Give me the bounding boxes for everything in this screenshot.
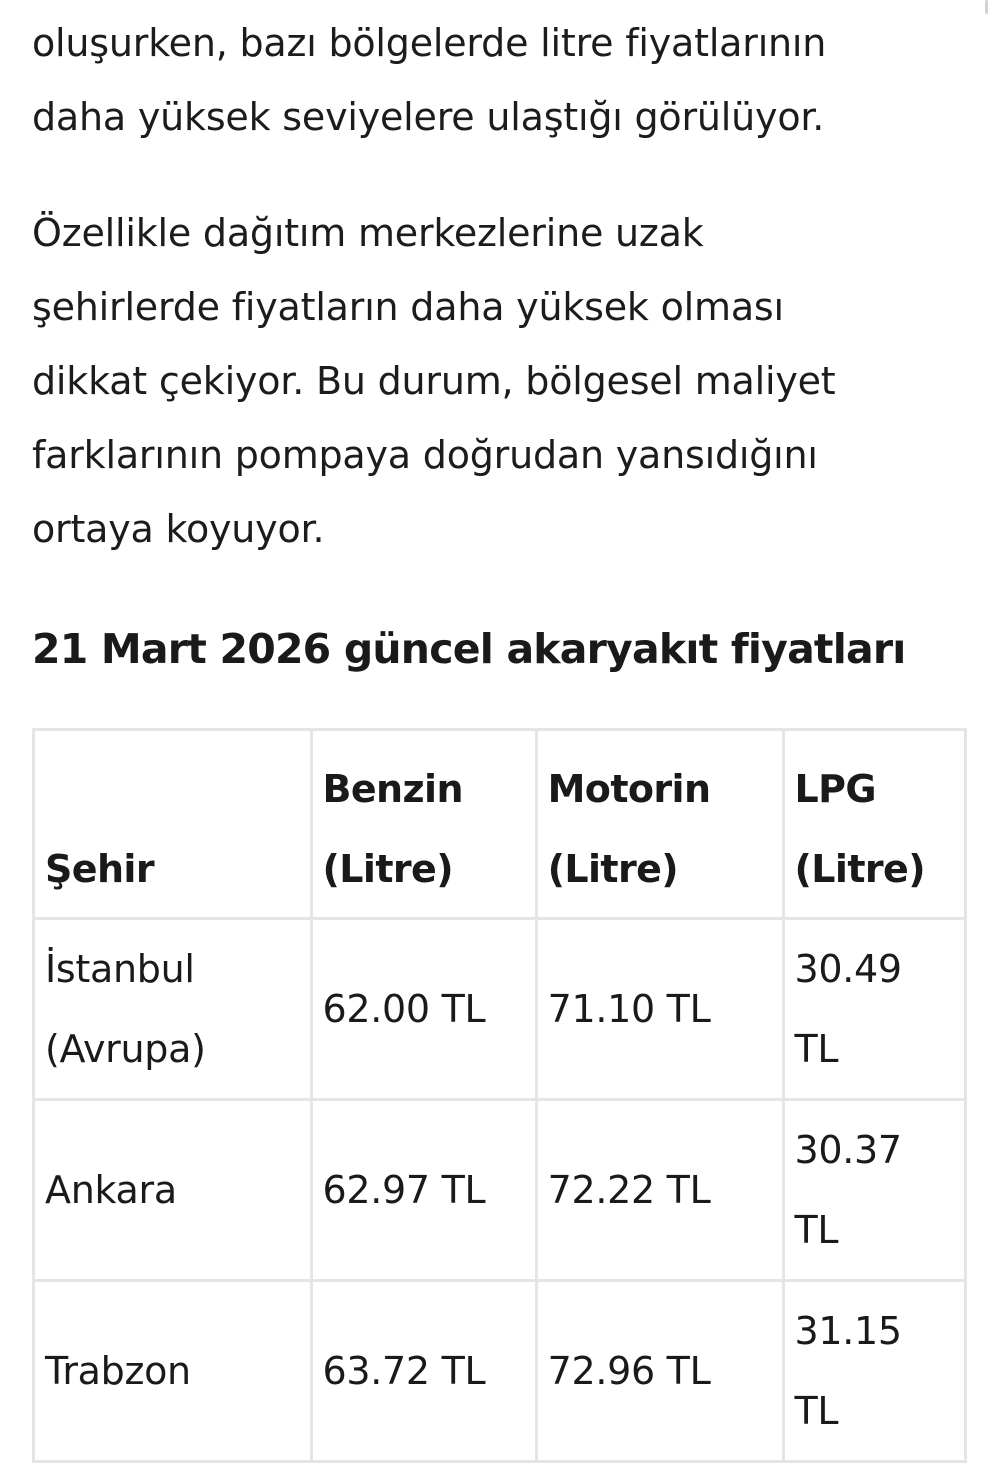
header-label: Şehir	[45, 847, 154, 891]
cell-motorin: 71.10 TL	[536, 919, 783, 1100]
paragraph-line: ortaya koyuyor.	[32, 507, 325, 551]
cell-benzin: 63.72 TL	[311, 1281, 536, 1462]
cell-benzin: 62.97 TL	[311, 1100, 536, 1281]
cell-city	[34, 1281, 312, 1462]
article-paragraph	[32, 196, 977, 566]
cell-motorin: 72.22 TL	[536, 1100, 783, 1281]
cell-city	[34, 1100, 312, 1281]
cell-lpg	[783, 919, 965, 1100]
article-body	[32, 0, 977, 680]
paragraph-line: dikkat çekiyor. Bu durum, bölgesel maliyet	[32, 359, 836, 403]
header-unit: (Litre)	[794, 847, 925, 891]
city-name: İstanbul	[45, 947, 195, 991]
table-header-row	[34, 730, 966, 919]
scrollbar-thumb[interactable]	[985, 0, 988, 14]
cell-lpg	[783, 1100, 965, 1281]
header-label: Motorin	[547, 767, 711, 811]
paragraph-line: farklarının pompaya doğrudan yansıdığını	[32, 433, 818, 477]
cell-motorin: 72.96 TL	[536, 1281, 783, 1462]
header-label: LPG	[794, 767, 876, 811]
section-heading: 21 Mart 2026 güncel akaryakıt fiyatları	[32, 625, 906, 673]
lpg-price: 30.49	[794, 947, 902, 991]
paragraph-line: Özellikle dağıtım merkezlerine uzak	[32, 211, 704, 255]
header-lpg	[783, 730, 965, 919]
header-city	[34, 730, 312, 919]
city-name: Trabzon	[45, 1349, 191, 1393]
city-detail: (Avrupa)	[45, 1027, 206, 1071]
lpg-price: 30.37	[794, 1128, 902, 1172]
header-unit: (Litre)	[322, 847, 453, 891]
header-motorin	[536, 730, 783, 919]
lpg-currency: TL	[794, 1389, 839, 1433]
paragraph-line: daha yüksek seviyelere ulaştığı görülüyor.	[32, 95, 825, 139]
city-name: Ankara	[45, 1168, 177, 1212]
cell-lpg	[783, 1281, 965, 1462]
header-unit: (Litre)	[547, 847, 679, 891]
article-paragraph	[32, 6, 977, 154]
lpg-price: 31.15	[794, 1309, 902, 1353]
lpg-currency: TL	[794, 1027, 839, 1071]
paragraph-line: şehirlerde fiyatların daha yüksek olması	[32, 285, 784, 329]
table-row	[34, 1100, 966, 1281]
fuel-price-table	[32, 728, 967, 1463]
header-benzin	[311, 730, 536, 919]
cell-benzin: 62.00 TL	[311, 919, 536, 1100]
header-label: Benzin	[322, 767, 463, 811]
paragraph-line: oluşurken, bazı bölgelerde litre fiyatlarının	[32, 21, 827, 65]
table-row	[34, 919, 966, 1100]
cell-city	[34, 919, 312, 1100]
table-row	[34, 1281, 966, 1462]
scrollbar-track[interactable]	[988, 0, 1000, 1461]
lpg-currency: TL	[794, 1208, 839, 1252]
